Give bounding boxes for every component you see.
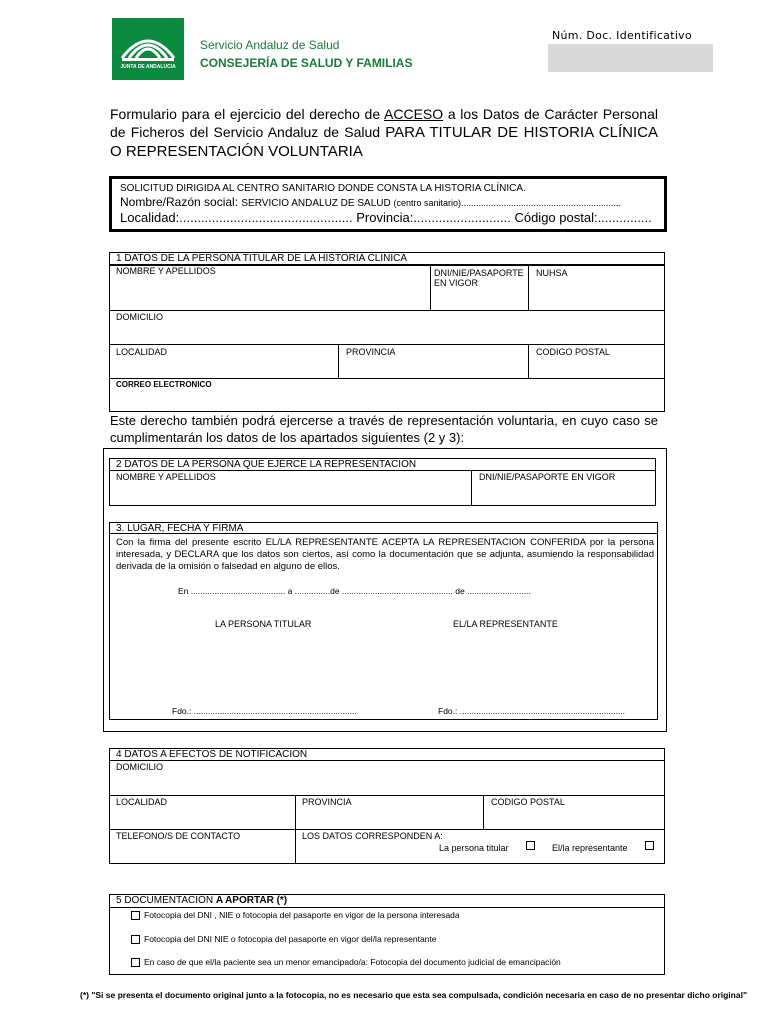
s1-cp-label: CODIGO POSTAL	[536, 347, 610, 357]
s2-nombre-label: NOMBRE Y APELLIDOS	[116, 472, 216, 482]
doc-item-2-checkbox[interactable]	[131, 935, 140, 944]
section4-title: 4 DATOS A EFECTOS DE NOTIFICACION	[116, 749, 308, 760]
footnote: (*) "Si se presenta el documento original junto a la fotocopia, no es necesario que esta sea compulsada, condición necesaria en caso de no presentar dicho original"	[80, 990, 747, 1000]
doc-item-1-checkbox[interactable]	[131, 911, 140, 920]
s2-dni-label: DNI/NIE/PASAPORTE EN VIGOR	[479, 472, 616, 482]
doc-item-1-label: Fotocopia del DNI , NIE o fotocopia del pasaporte en vigor de la persona interesada	[144, 910, 460, 920]
s4-telefono-label: TELEFONO/S DE CONTACTO	[116, 831, 241, 841]
s3-fdo-representante[interactable]: Fdo.: ......................................................................	[438, 706, 626, 716]
org-consejeria: CONSEJERÍA DE SALUD Y FAMILIAS	[200, 56, 413, 70]
s1-dni-label: DNI/NIE/PASAPORTE EN VIGOR	[434, 268, 524, 288]
s4-titular-checkbox[interactable]	[526, 841, 535, 850]
s1-nombre-label: NOMBRE Y APELLIDOS	[116, 266, 216, 276]
s4-corresponden-label: LOS DATOS CORRESPONDEN A:	[302, 831, 443, 841]
s4-localidad-label: LOCALIDAD	[116, 797, 168, 807]
s3-representante-label: EL/LA REPRESENTANTE	[453, 619, 558, 629]
s1-domicilio-label: DOMICILIO	[116, 312, 164, 322]
s4-opt-titular-label: La persona titular	[439, 843, 509, 853]
s3-fecha-line[interactable]: En ........................................ a ...............de ............................................... de ...........................	[178, 586, 531, 596]
section3-title: 3. LUGAR, FECHA Y FIRMA	[116, 523, 244, 534]
s1-localidad-label: LOCALIDAD	[116, 347, 168, 357]
s4-representante-checkbox[interactable]	[645, 841, 654, 850]
s4-opt-representante-label: El/la representante	[552, 843, 628, 853]
s3-fdo-titular[interactable]: Fdo.: .....................................................................	[172, 706, 357, 716]
num-doc-label: Núm. Doc. Identificativo	[552, 29, 693, 42]
representation-note: Este derecho también podrá ejercerse a través de representación voluntaria, en cuyo caso se cumplimentarán los datos de los apartados siguientes (2 y 3):	[110, 413, 658, 445]
s1-provincia-label: PROVINCIA	[346, 347, 396, 357]
doc-item-2-label: Fotocopia del DNI NIE o fotocopia del pasaporte en vigor del/la representante	[144, 934, 437, 944]
org-name: Servicio Andaluz de Salud	[200, 38, 340, 52]
s3-titular-label: LA PERSONA TITULAR	[215, 619, 312, 629]
s4-domicilio-label: DOMICILIO	[116, 762, 164, 772]
s3-declaration: Con la firma del presente escrito EL/LA REPRESENTANTE ACEPTA LA REPRESENTACION CONFERIDA por la persona interesada, y DECLARA que los datos son ciertos, así como la documentación que se adjunta, asumiendo la responsabilidad derivada de la omisión o falsedad en alguno de ellos.	[116, 537, 654, 572]
section2-title: 2 DATOS DE LA PERSONA QUE EJERCE LA REPRESENTACION	[116, 459, 417, 470]
section5-title: 5 DOCUMENTACIÓN A APORTAR (*)	[116, 895, 288, 906]
s4-provincia-label: PROVINCIA	[302, 797, 352, 807]
s1-correo-label: CORREO ELECTRONICO	[116, 380, 212, 389]
s4-cp-label: CODIGO POSTAL	[491, 797, 565, 807]
section1-title: 1 DATOS DE LA PERSONA TITULAR DE LA HISTORIA CLINICA	[116, 253, 408, 264]
logo-arches-icon	[112, 18, 184, 80]
solicitud-line3: Localidad:................................................ Provincia:........................... Código postal:...............	[120, 210, 652, 225]
form-title: Formulario para el ejercicio del derecho de ACCESO a los Datos de Carácter Personal de Ficheros del Servicio Andaluz de Salud PARA TITULAR DE HISTORIA CLÍNICA O REPRESENTACIÓN VOLUNTARIA	[110, 106, 658, 160]
doc-item-3-checkbox[interactable]	[131, 958, 140, 967]
solicitud-line1: SOLICITUD DIRIGIDA AL CENTRO SANITARIO DONDE CONSTA LA HISTORIA CLÍNICA.	[120, 183, 526, 194]
num-doc-field[interactable]	[548, 44, 713, 72]
logo-text: JUNTA DE ANDALUCIA	[120, 64, 176, 70]
doc-item-3-label: En caso de que el/la paciente sea un menor emancipado/a: Fotocopia del documento judicial de emancipación	[144, 957, 561, 967]
solicitud-line2: Nombre/Razón social: SERVICIO ANDALUZ DE SALUD (centro sanitario)................................................................	[120, 195, 622, 209]
s1-nuhsa-label: NUHSA	[536, 268, 568, 278]
s1-domicilio-field[interactable]	[109, 310, 665, 345]
s4-domicilio-field[interactable]	[109, 760, 665, 796]
junta-logo	[112, 18, 184, 80]
